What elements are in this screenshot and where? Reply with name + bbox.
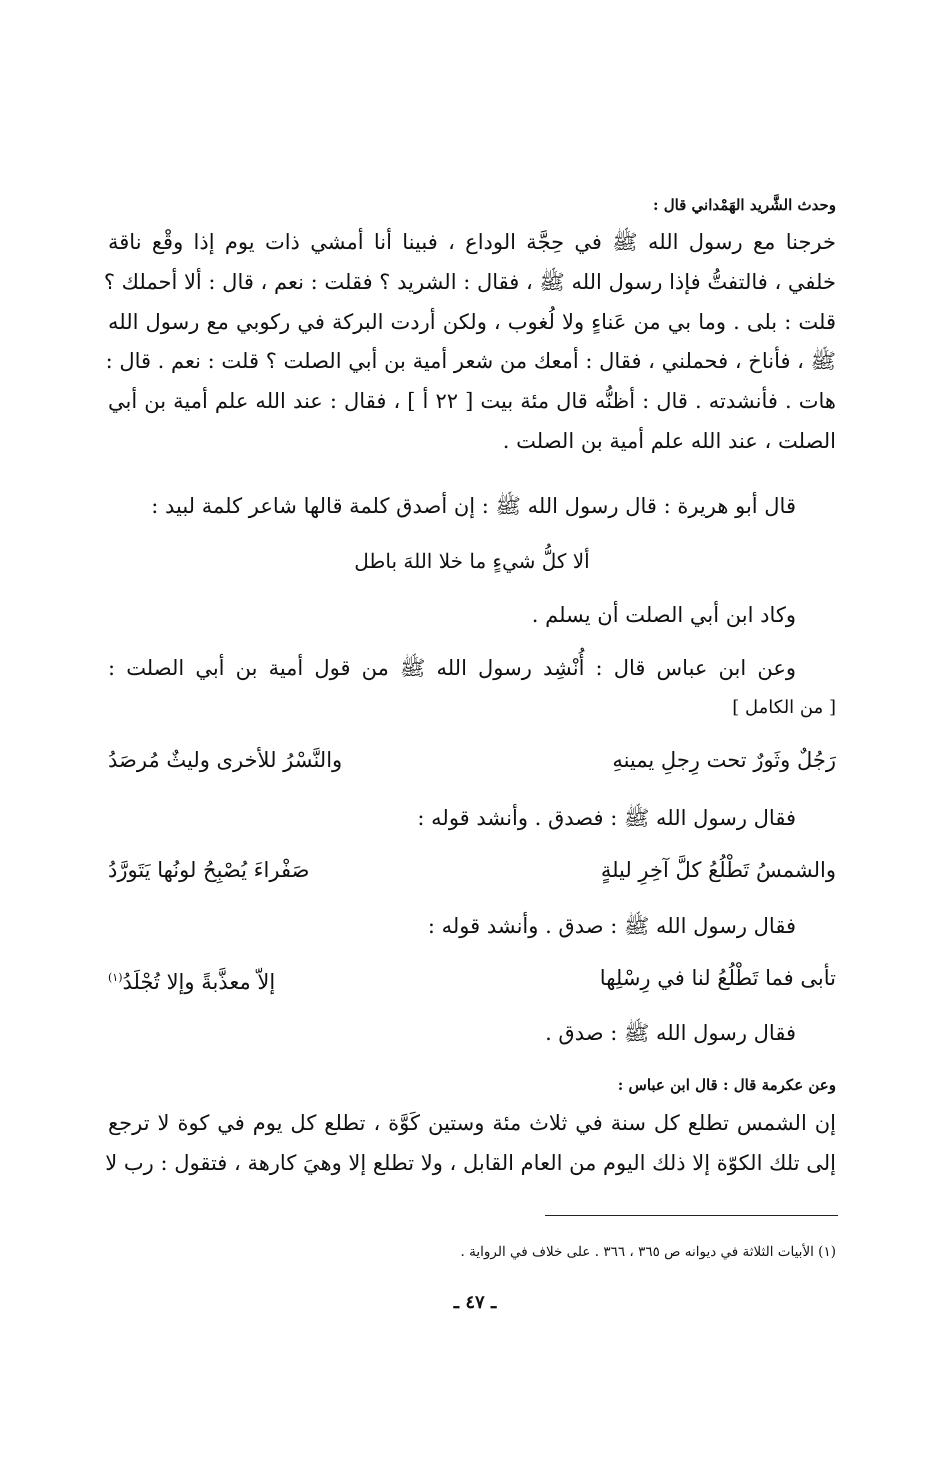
poem-verse: [108, 961, 836, 995]
verse-first-hemistich: تأبى فما تَطْلُعُ لنا في رِسْلِها: [599, 966, 836, 990]
prophet-response: فقال رسول الله ﷺ : صدق .: [545, 1021, 796, 1045]
quoted-hemistich: ألا كلُّ شيءٍ ما خلا اللهَ باطل: [354, 549, 590, 573]
section-heading-ikrima: وعن عكرمة قال : قال ابن عباس :: [617, 1076, 836, 1094]
page-number: ـ ٤٧ ـ: [453, 1292, 497, 1313]
footnote-divider: [545, 1215, 838, 1216]
paragraph-line: قلت : بلى . وما بي من عَناءٍ ولا لُغوب ، ولكن أردت البركة في ركوبي مع رسول الله: [108, 310, 836, 334]
paragraph-line: الصلت ، عند الله علم أمية بن الصلت .: [502, 429, 836, 453]
verse-first-hemistich: رَجُلٌ وثَورٌ تحت رِجلِ يمينهِ: [612, 748, 836, 772]
footnote: (١) الأبيات الثلاثة في ديوانه ص ٣٦٥ ، ٣٦٦ . على خلاف في الرواية .: [460, 1244, 836, 1260]
hadith-ibn-abbas: وعن ابن عباس قال : أُنْشِد رسول الله ﷺ من قول أمية بن أبي الصلت :: [108, 656, 796, 680]
meter-label: [ من الكامل ]: [732, 697, 836, 718]
paragraph-line: خلفي ، فالتفتُّ فإذا رسول الله ﷺ ، فقال : الشريد ؟ فقلت : نعم ، قال : ألا أحملك ؟: [103, 270, 836, 294]
hadith-abu-hurayra: قال أبو هريرة : قال رسول الله ﷺ : إن أصدق كلمة قالها شاعر كلمة لبيد :: [151, 494, 796, 518]
verse-first-hemistich: والشمسُ تَطْلُعُ كلَّ آخِرِ ليلةٍ: [600, 858, 836, 882]
paragraph-line: خرجنا مع رسول الله ﷺ في حِجَّة الوداع ، فبينا أنا أمشي ذات يوم إذا وقْع ناقة: [108, 230, 836, 254]
verse-second-hemistich: والنَّسْرُ للأخرى وليثٌ مُرصَدُ: [108, 748, 343, 772]
section-heading-sharid: وحدث الشَّريد الهَمْداني قال :: [652, 196, 836, 214]
verse-second-hemistich-text: إلاّ معذَّبةً وإلا تُجْلَدُ: [122, 970, 276, 994]
poem-verse: [108, 853, 836, 887]
verse-second-hemistich: [108, 961, 275, 999]
paragraph-line: ﷺ ، فأناخ ، فحملني ، فقال : أمعك من شعر أمية بن أبي الصلت ؟ قلت : نعم . قال :: [105, 349, 836, 373]
paragraph-line: هات . فأنشدته . قال : أظنُّه قال مئة بيت [ ٢٢ أ ] ، فقال : عند الله علم أمية بن أبي: [108, 389, 836, 413]
poem-verse: [108, 743, 836, 777]
footnote-marker[interactable]: (١): [108, 971, 123, 984]
paragraph-line: إلى تلك الكوّة إلا ذلك اليوم من العام القابل ، ولا تطلع إلا وهيَ كارهة ، فتقول : رب لا: [105, 1151, 836, 1175]
prophet-response: فقال رسول الله ﷺ : صدق . وأنشد قوله :: [427, 914, 796, 938]
verse-second-hemistich: صَفْراءَ يُصْبِحُ لونُها يَتَورَّدُ: [108, 858, 310, 882]
prophet-response: فقال رسول الله ﷺ : فصدق . وأنشد قوله :: [417, 806, 796, 830]
note-line: وكاد ابن أبي الصلت أن يسلم .: [531, 603, 796, 627]
paragraph-line: إن الشمس تطلع كل سنة في ثلاث مئة وستين كَوَّة ، تطلع كل يوم في كوة لا ترجع: [108, 1111, 836, 1135]
